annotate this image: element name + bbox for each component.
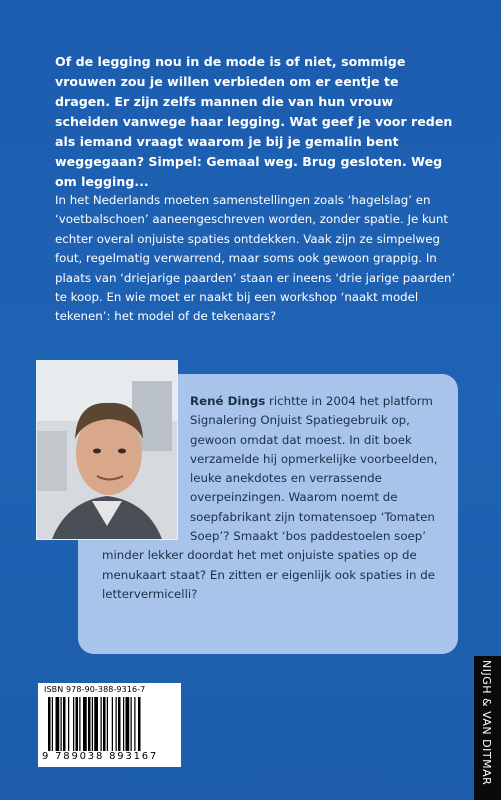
barcode-bars	[48, 697, 172, 751]
intro-paragraph: Of de legging nou in de mode is of niet, sommige vrouwen zou je willen verbieden om er eentje te dragen. Er zijn zelfs mannen die van hun vrouw scheiden vanwege haar legging. Wat geef je voor reden als iemand vraagt waarom je bij je gemalin bent weggegaan? Simpel: Gemaal weg. Brug gesloten. Weg om legging...	[55, 54, 453, 189]
author-name: René Dings	[190, 394, 266, 408]
barcode-digits: 9 789038 893167	[42, 751, 159, 762]
publisher-name: NIJGH & VAN DITMAR	[480, 660, 493, 786]
author-bio-text: richtte in 2004 het platform Signalering Onjuist Spatiegebruik op, gewoon omdat dat moest. In dit boek verzamelde hij opmerkelijke voorbeelden, leuke anekdotes en verrassende overpeinzingen. Waarom noemt de soepfabrikant zijn tomatensoep ‘Tomaten Soep’? Smaakt ‘bos paddestoelen soep’ minder lekker doordat het met onjuiste spaties op de menukaart staat? En zitten er eigenlijk ook spaties in de lettervermicelli?	[102, 394, 438, 601]
author-bio	[102, 392, 452, 604]
publisher-logo	[474, 656, 501, 800]
barcode	[38, 683, 181, 767]
description-paragraph: In het Nederlands moeten samenstellingen zoals ‘hagelslag’ en ‘voetbalschoen’ aaneengeschreven worden, zonder spatie. Je kunt echter overal onjuiste spaties ontdekken. Vaak zijn ze simpelweg fout, regelmatig verwarrend, maar soms ook gewoon grappig. In plaats van ‘driejarige paarden’ staan er ineens ‘drie jarige paarden’ te koop. En wie moet er naakt bij een workshop ‘naakt model tekenen’: het model of de tekenaars?	[55, 193, 456, 324]
isbn-label: ISBN 978-90-388-9316-7	[44, 685, 146, 694]
